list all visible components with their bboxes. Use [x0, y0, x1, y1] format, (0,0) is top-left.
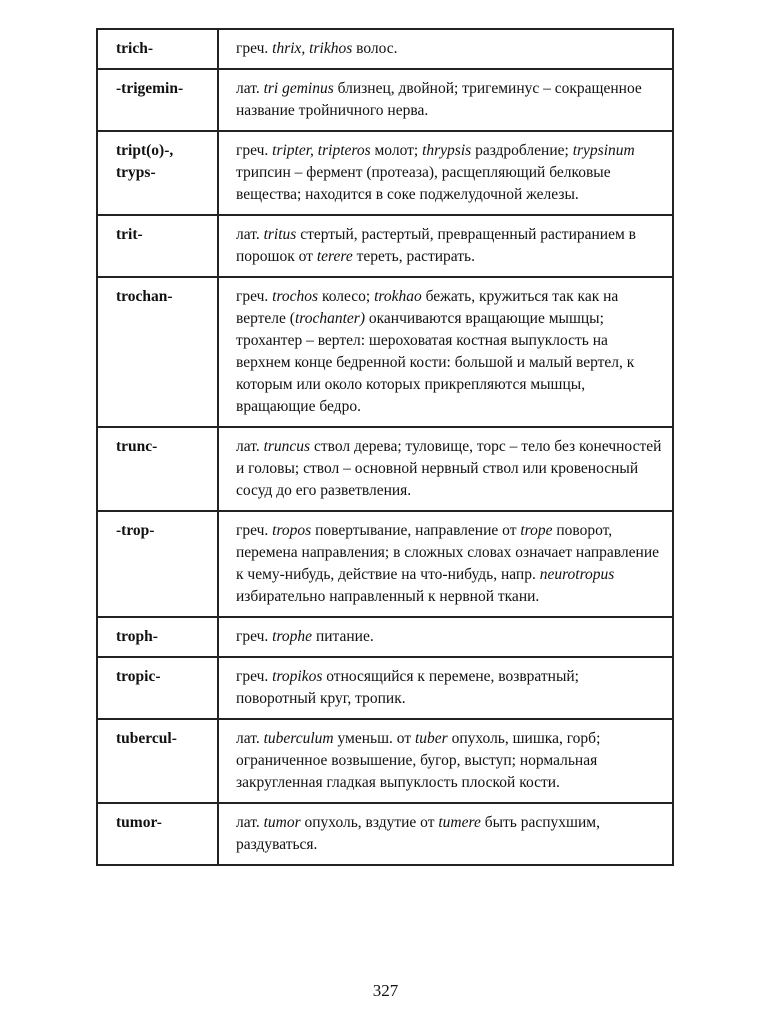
- glossary-definition: [218, 131, 673, 215]
- glossary-row: [97, 617, 673, 657]
- glossary-term: tubercul-: [97, 719, 218, 803]
- definition-latin-term: trokhao: [374, 288, 422, 305]
- glossary-row: [97, 657, 673, 719]
- definition-latin-term: trope: [520, 522, 553, 539]
- glossary-body: [97, 29, 673, 865]
- definition-latin-term: tripter, tripteros: [272, 142, 371, 159]
- glossary-definition: [218, 617, 673, 657]
- definition-text: тереть, растирать.: [352, 248, 475, 265]
- glossary-row: [97, 427, 673, 511]
- definition-text: греч.: [236, 522, 273, 539]
- definition-text: бежать, кружиться так как на вертеле (: [236, 288, 619, 327]
- definition-text: греч.: [236, 40, 273, 57]
- definition-latin-term: truncus: [263, 438, 311, 455]
- definition-latin-term: tumor: [263, 814, 301, 831]
- definition-text: лат.: [236, 438, 264, 455]
- definition-latin-term: terere: [316, 248, 353, 265]
- definition-latin-term: tumere: [438, 814, 481, 831]
- glossary-definition: [218, 215, 673, 277]
- glossary-term: tript(o)-, tryps-: [97, 131, 218, 215]
- glossary-definition: [218, 657, 673, 719]
- glossary-row: [97, 131, 673, 215]
- definition-text: лат.: [236, 814, 264, 831]
- definition-text: поворот, перемена направления; в сложных словах означает направление к чему-нибудь, действие на что-нибудь, напр.: [236, 522, 659, 583]
- definition-text: уменьш. от: [333, 730, 415, 747]
- definition-text: быть распухшим, раздуваться.: [236, 814, 600, 853]
- glossary-definition: [218, 719, 673, 803]
- definition-latin-term: tropikos: [272, 668, 323, 685]
- glossary-term: tumor-: [97, 803, 218, 865]
- glossary-term: -trop-: [97, 511, 218, 617]
- definition-text: питание.: [312, 628, 374, 645]
- glossary-row: [97, 215, 673, 277]
- glossary-term: trich-: [97, 29, 218, 69]
- glossary-term: trochan-: [97, 277, 218, 427]
- definition-text: волос.: [352, 40, 398, 57]
- definition-latin-term: thrix, trikhos: [272, 40, 353, 57]
- page-number: 327: [372, 981, 399, 1000]
- glossary-row: [97, 69, 673, 131]
- glossary-term: trit-: [97, 215, 218, 277]
- glossary-definition: [218, 277, 673, 427]
- definition-text: греч.: [236, 288, 273, 305]
- definition-text: повертывание, направление от: [311, 522, 521, 539]
- definition-latin-term: tritus: [263, 226, 297, 243]
- definition-latin-term: trophe: [272, 628, 313, 645]
- definition-text: близнец, двойной; тригеминус – сокращенное название тройничного нерва.: [236, 80, 642, 119]
- definition-text: опухоль, вздутие от: [300, 814, 439, 831]
- glossary-row: [97, 511, 673, 617]
- definition-text: раздробление;: [471, 142, 573, 159]
- glossary-row: [97, 719, 673, 803]
- definition-text: греч.: [236, 142, 273, 159]
- definition-text: оканчиваются вращающие мышцы; трохантер – вертел: шероховатая костная выпуклость на верхнем конце бедренной кости: большой и малый вертел, к которым или около которых прикрепляются мышцы, вращающие бедро.: [236, 310, 635, 415]
- definition-text: молот;: [370, 142, 423, 159]
- glossary-definition: [218, 803, 673, 865]
- definition-latin-term: tri geminus: [263, 80, 334, 97]
- definition-text: опухоль, шишка, горб; ограниченное возвышение, бугор, выступ; нормальная закругленная гладкая выпуклость плоской кости.: [236, 730, 601, 791]
- glossary-row: [97, 29, 673, 69]
- definition-text: ствол дерева; туловище, торс – тело без конечностей и головы; ствол – основной нервный ствол или кровеносный сосуд до его разветвления.: [236, 438, 662, 499]
- definition-text: греч.: [236, 668, 273, 685]
- definition-latin-term: trochanter): [294, 310, 365, 327]
- definition-text: относящийся к перемене, возвратный; поворотный круг, тропик.: [236, 668, 579, 707]
- definition-latin-term: thrypsis: [422, 142, 472, 159]
- glossary-table: [96, 28, 674, 866]
- glossary-term: trunc-: [97, 427, 218, 511]
- definition-latin-term: trypsinum: [572, 142, 635, 159]
- definition-text: лат.: [236, 226, 264, 243]
- definition-text: колесо;: [318, 288, 375, 305]
- definition-latin-term: neurotropus: [539, 566, 615, 583]
- definition-text: лат.: [236, 730, 264, 747]
- glossary-definition: [218, 29, 673, 69]
- glossary-term: tropic-: [97, 657, 218, 719]
- glossary-definition: [218, 427, 673, 511]
- definition-text: греч.: [236, 628, 273, 645]
- definition-text: избирательно направленный к нервной ткани.: [236, 588, 540, 605]
- definition-latin-term: tuber: [414, 730, 448, 747]
- glossary-row: [97, 803, 673, 865]
- definition-latin-term: tropos: [272, 522, 312, 539]
- definition-latin-term: tuberculum: [263, 730, 334, 747]
- glossary-term: troph-: [97, 617, 218, 657]
- definition-text: стертый, растертый, превращенный растиранием в порошок от: [236, 226, 636, 265]
- definition-text: лат.: [236, 80, 264, 97]
- glossary-term: -trigemin-: [97, 69, 218, 131]
- glossary-definition: [218, 511, 673, 617]
- glossary-definition: [218, 69, 673, 131]
- definition-latin-term: trochos: [272, 288, 319, 305]
- glossary-row: [97, 277, 673, 427]
- definition-text: трипсин – фермент (протеаза), расщепляющий белковые вещества; находится в соке поджелудочной железы.: [236, 164, 611, 203]
